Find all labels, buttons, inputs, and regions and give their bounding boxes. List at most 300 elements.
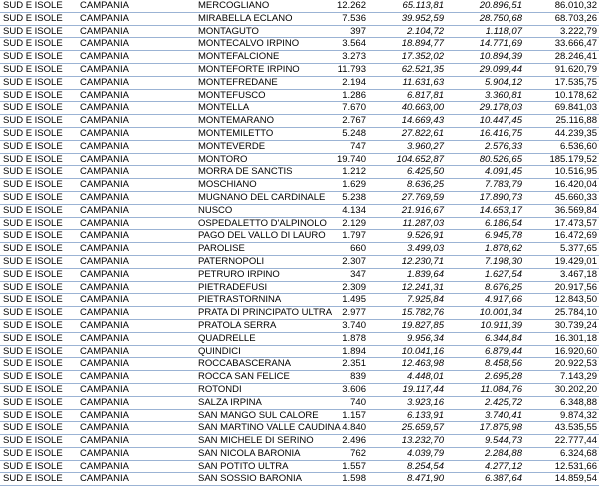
region-cell: CAMPANIA [78, 230, 196, 243]
region-cell: CAMPANIA [78, 332, 196, 345]
table-row [0, 435, 599, 448]
comune-cell: MONTEFREDANE [196, 76, 320, 89]
population-cell: 740 [320, 396, 368, 409]
value-1-cell: 65.113,81 [368, 0, 446, 12]
value-1-cell: 18.894,77 [368, 38, 446, 51]
total-cell: 16.301,18 [524, 332, 599, 345]
comune-cell: OSPEDALETTO D'ALPINOLO [198, 217, 327, 229]
population-cell: 2.767 [320, 115, 368, 128]
comune-cell: MONTEMILETTO [196, 127, 320, 140]
table-row [0, 102, 599, 115]
region-cell: CAMPANIA [78, 281, 196, 294]
value-2-cell: 10.001,34 [446, 307, 524, 320]
area-cell: SUD E ISOLE [0, 191, 78, 204]
total-cell: 7.143,29 [524, 371, 599, 384]
value-1-cell: 14.669,43 [368, 115, 446, 128]
population-cell: 397 [320, 25, 368, 38]
table-row [0, 230, 599, 243]
value-1-cell: 3.923,16 [368, 396, 446, 409]
value-2-cell: 16.416,75 [446, 127, 524, 140]
total-cell: 12.843,50 [524, 294, 599, 307]
total-cell: 91.620,79 [524, 63, 599, 76]
comune-cell: PRATA DI PRINCIPATO ULTRA [198, 307, 333, 319]
value-1-cell: 9.956,34 [368, 332, 446, 345]
region-cell: CAMPANIA [78, 0, 196, 12]
value-2-cell: 2.284,88 [446, 447, 524, 460]
value-2-cell: 14.771,69 [446, 38, 524, 51]
population-cell: 2.496 [320, 435, 368, 448]
population-cell: 5.248 [320, 127, 368, 140]
total-cell: 17.473,57 [524, 217, 599, 230]
region-cell: CAMPANIA [78, 89, 196, 102]
value-1-cell: 8.471,90 [368, 473, 446, 486]
region-cell: CAMPANIA [78, 255, 196, 268]
value-2-cell: 14.653,17 [446, 204, 524, 217]
area-cell: SUD E ISOLE [0, 115, 78, 128]
total-cell: 19.429,01 [524, 255, 599, 268]
value-1-cell: 4.039,79 [368, 447, 446, 460]
comune-cell: MONTEFUSCO [196, 89, 320, 102]
area-cell: SUD E ISOLE [0, 281, 78, 294]
area-cell: SUD E ISOLE [0, 447, 78, 460]
area-cell: SUD E ISOLE [0, 345, 78, 358]
value-1-cell: 13.232,70 [368, 435, 446, 448]
region-cell: CAMPANIA [78, 345, 196, 358]
area-cell: SUD E ISOLE [0, 243, 78, 256]
value-1-cell: 11.287,03 [368, 217, 446, 230]
value-2-cell: 29.178,03 [446, 102, 524, 115]
population-cell: 3.273 [320, 51, 368, 64]
region-cell: CAMPANIA [78, 115, 196, 128]
value-2-cell: 6.344,84 [446, 332, 524, 345]
region-cell: CAMPANIA [78, 294, 196, 307]
table-row [0, 281, 599, 294]
value-2-cell: 6.186,54 [446, 217, 524, 230]
table-row [0, 38, 599, 51]
table-row [0, 396, 599, 409]
area-cell: SUD E ISOLE [0, 396, 78, 409]
table-row [0, 460, 599, 473]
area-cell: SUD E ISOLE [0, 268, 78, 281]
total-cell: 17.535,75 [524, 76, 599, 89]
value-1-cell: 1.839,64 [368, 268, 446, 281]
comune-cell: ROTONDI [196, 383, 320, 396]
total-cell: 16.472,69 [524, 230, 599, 243]
value-2-cell: 80.526,65 [446, 153, 524, 166]
table-row [0, 140, 599, 153]
comune-cell: QUADRELLE [196, 332, 320, 345]
population-cell: 2.309 [320, 281, 368, 294]
total-cell: 68.703,26 [524, 12, 599, 25]
comune-cell: PIETRADEFUSI [196, 281, 320, 294]
value-1-cell: 19.117,44 [368, 383, 446, 396]
total-cell: 44.239,35 [524, 127, 599, 140]
population-cell: 839 [320, 371, 368, 384]
value-1-cell: 25.659,57 [368, 422, 446, 435]
population-cell: 347 [320, 268, 368, 281]
population-cell: 2.977 [320, 307, 368, 320]
value-2-cell: 11.084,76 [446, 383, 524, 396]
total-cell: 5.377,65 [524, 243, 599, 256]
value-2-cell: 7.198,30 [446, 255, 524, 268]
population-cell: 1.557 [320, 460, 368, 473]
area-cell: SUD E ISOLE [0, 102, 78, 115]
table-row [0, 63, 599, 76]
value-2-cell: 29.099,44 [446, 63, 524, 76]
total-cell: 10.516,95 [524, 166, 599, 179]
value-2-cell: 4.277,12 [446, 460, 524, 473]
comune-cell: SAN POTITO ULTRA [196, 460, 320, 473]
table-row [0, 332, 599, 345]
comune-cell: ROCCA SAN FELICE [196, 371, 320, 384]
total-cell: 6.348,88 [524, 396, 599, 409]
population-cell: 1.598 [320, 473, 368, 486]
region-cell: CAMPANIA [78, 51, 196, 64]
total-cell: 9.874,32 [524, 409, 599, 422]
total-cell: 20.922,53 [524, 358, 599, 371]
table-row [0, 89, 599, 102]
comune-cell: SAN MARTINO VALLE CAUDINA [198, 422, 341, 434]
comune-cell: SAN MICHELE DI SERINO [196, 435, 320, 448]
population-cell: 4.840 [320, 422, 368, 435]
region-cell: CAMPANIA [78, 38, 196, 51]
total-cell: 30.739,24 [524, 319, 599, 332]
value-2-cell: 8.676,25 [446, 281, 524, 294]
area-cell: SUD E ISOLE [0, 25, 78, 38]
area-cell: SUD E ISOLE [0, 460, 78, 473]
population-cell: 7.670 [320, 102, 368, 115]
total-cell: 25.116,88 [524, 115, 599, 128]
region-cell: CAMPANIA [78, 217, 196, 230]
area-cell: SUD E ISOLE [0, 319, 78, 332]
population-cell: 19.740 [320, 153, 368, 166]
table-row [0, 294, 599, 307]
total-cell: 6.324,68 [524, 447, 599, 460]
area-cell: SUD E ISOLE [0, 38, 78, 51]
table-row [0, 383, 599, 396]
population-cell: 12.262 [320, 0, 368, 12]
table-row [0, 204, 599, 217]
comune-cell: MONTEFALCIONE [196, 51, 320, 64]
total-cell: 3.467,18 [524, 268, 599, 281]
area-cell: SUD E ISOLE [0, 153, 78, 166]
region-cell: CAMPANIA [78, 447, 196, 460]
region-cell: CAMPANIA [78, 307, 196, 320]
value-1-cell: 8.636,25 [368, 179, 446, 192]
population-cell: 1.495 [320, 294, 368, 307]
region-cell: CAMPANIA [78, 166, 196, 179]
comune-cell: MERCOGLIANO [196, 0, 320, 12]
value-1-cell: 12.230,71 [368, 255, 446, 268]
area-cell: SUD E ISOLE [0, 12, 78, 25]
comune-cell: SALZA IRPINA [196, 396, 320, 409]
value-2-cell: 8.458,56 [446, 358, 524, 371]
population-cell: 2.351 [320, 358, 368, 371]
total-cell: 3.222,79 [524, 25, 599, 38]
region-cell: CAMPANIA [78, 396, 196, 409]
population-cell: 4.134 [320, 204, 368, 217]
value-1-cell: 11.631,63 [368, 76, 446, 89]
total-cell: 10.178,62 [524, 89, 599, 102]
value-2-cell: 2.695,28 [446, 371, 524, 384]
comune-cell: MONTEVERDE [196, 140, 320, 153]
total-cell: 25.784,10 [524, 307, 599, 320]
area-cell: SUD E ISOLE [0, 217, 78, 230]
area-cell: SUD E ISOLE [0, 89, 78, 102]
value-1-cell: 39.952,59 [368, 12, 446, 25]
region-cell: CAMPANIA [78, 191, 196, 204]
value-1-cell: 2.104,72 [368, 25, 446, 38]
value-2-cell: 17.875,98 [446, 422, 524, 435]
value-2-cell: 10.447,45 [446, 115, 524, 128]
value-2-cell: 10.911,39 [446, 319, 524, 332]
value-2-cell: 17.890,73 [446, 191, 524, 204]
table-row [0, 255, 599, 268]
table-row [0, 371, 599, 384]
value-2-cell: 1.878,62 [446, 243, 524, 256]
value-1-cell: 12.463,98 [368, 358, 446, 371]
comune-cell: MONTEMARANO [196, 115, 320, 128]
comune-cell: PATERNOPOLI [196, 255, 320, 268]
population-cell: 5.238 [320, 191, 368, 204]
comune-cell: SAN NICOLA BARONIA [196, 447, 320, 460]
value-2-cell: 28.750,68 [446, 12, 524, 25]
population-cell: 1.629 [320, 179, 368, 192]
comune-cell: PAGO DEL VALLO DI LAURO [198, 230, 326, 242]
value-2-cell: 4.091,45 [446, 166, 524, 179]
table-row [0, 51, 599, 64]
area-cell: SUD E ISOLE [0, 166, 78, 179]
table-row [0, 409, 599, 422]
area-cell: SUD E ISOLE [0, 332, 78, 345]
total-cell: 30.202,20 [524, 383, 599, 396]
total-cell: 69.841,03 [524, 102, 599, 115]
population-cell: 7.536 [320, 12, 368, 25]
table-row [0, 115, 599, 128]
table-row [0, 243, 599, 256]
total-cell: 45.660,33 [524, 191, 599, 204]
table-row [0, 0, 599, 12]
value-2-cell: 1.627,54 [446, 268, 524, 281]
total-cell: 86.010,32 [524, 0, 599, 12]
area-cell: SUD E ISOLE [0, 255, 78, 268]
region-cell: CAMPANIA [78, 63, 196, 76]
total-cell: 6.536,60 [524, 140, 599, 153]
region-cell: CAMPANIA [78, 12, 196, 25]
area-cell: SUD E ISOLE [0, 422, 78, 435]
area-cell: SUD E ISOLE [0, 307, 78, 320]
area-cell: SUD E ISOLE [0, 140, 78, 153]
population-cell: 2.194 [320, 76, 368, 89]
table-row [0, 422, 599, 435]
area-cell: SUD E ISOLE [0, 371, 78, 384]
value-1-cell: 21.916,67 [368, 204, 446, 217]
region-cell: CAMPANIA [78, 319, 196, 332]
comune-cell: MONTAGUTO [196, 25, 320, 38]
table-row [0, 12, 599, 25]
area-cell: SUD E ISOLE [0, 204, 78, 217]
region-cell: CAMPANIA [78, 409, 196, 422]
total-cell: 185.179,52 [524, 153, 599, 166]
comune-cell: MIRABELLA ECLANO [196, 12, 320, 25]
population-cell: 3.606 [320, 383, 368, 396]
region-cell: CAMPANIA [78, 383, 196, 396]
area-cell: SUD E ISOLE [0, 473, 78, 486]
total-cell: 28.246,41 [524, 51, 599, 64]
comune-cell: PAROLISE [196, 243, 320, 256]
population-cell: 2.129 [320, 217, 368, 230]
table-row [0, 345, 599, 358]
region-cell: CAMPANIA [78, 268, 196, 281]
region-cell: CAMPANIA [78, 127, 196, 140]
population-cell: 1.894 [320, 345, 368, 358]
table-row [0, 76, 599, 89]
total-cell: 33.666,47 [524, 38, 599, 51]
population-cell: 11.793 [320, 63, 368, 76]
comune-cell: MONTORO [196, 153, 320, 166]
comune-cell: MONTECALVO IRPINO [196, 38, 320, 51]
area-cell: SUD E ISOLE [0, 435, 78, 448]
value-2-cell: 5.904,12 [446, 76, 524, 89]
region-cell: CAMPANIA [78, 473, 196, 486]
region-cell: CAMPANIA [78, 358, 196, 371]
region-cell: CAMPANIA [78, 76, 196, 89]
area-cell: SUD E ISOLE [0, 358, 78, 371]
value-2-cell: 10.894,39 [446, 51, 524, 64]
value-2-cell: 20.896,51 [446, 0, 524, 12]
value-2-cell: 4.917,66 [446, 294, 524, 307]
comune-cell: PRATOLA SERRA [196, 319, 320, 332]
value-1-cell: 17.352,02 [368, 51, 446, 64]
value-1-cell: 6.817,81 [368, 89, 446, 102]
region-cell: CAMPANIA [78, 140, 196, 153]
value-1-cell: 9.526,91 [368, 230, 446, 243]
value-1-cell: 62.521,35 [368, 63, 446, 76]
area-cell: SUD E ISOLE [0, 0, 78, 12]
value-1-cell: 27.822,61 [368, 127, 446, 140]
value-1-cell: 40.663,00 [368, 102, 446, 115]
value-1-cell: 27.769,59 [368, 191, 446, 204]
table-row [0, 447, 599, 460]
area-cell: SUD E ISOLE [0, 230, 78, 243]
value-2-cell: 2.576,33 [446, 140, 524, 153]
population-cell: 660 [320, 243, 368, 256]
comune-cell: PIETRASTORNINA [196, 294, 320, 307]
comune-cell: NUSCO [196, 204, 320, 217]
value-2-cell: 7.783,79 [446, 179, 524, 192]
value-1-cell: 10.041,16 [368, 345, 446, 358]
total-cell: 43.535,55 [524, 422, 599, 435]
table-row [0, 127, 599, 140]
area-cell: SUD E ISOLE [0, 409, 78, 422]
comune-cell: MUGNANO DEL CARDINALE [198, 191, 326, 203]
area-cell: SUD E ISOLE [0, 63, 78, 76]
region-cell: CAMPANIA [78, 460, 196, 473]
area-cell: SUD E ISOLE [0, 127, 78, 140]
region-cell: CAMPANIA [78, 102, 196, 115]
population-cell: 1.797 [320, 230, 368, 243]
table-row [0, 166, 599, 179]
value-1-cell: 8.254,54 [368, 460, 446, 473]
region-cell: CAMPANIA [78, 435, 196, 448]
value-1-cell: 3.960,27 [368, 140, 446, 153]
region-cell: CAMPANIA [78, 204, 196, 217]
value-1-cell: 104.652,87 [368, 153, 446, 166]
population-cell: 2.307 [320, 255, 368, 268]
comune-cell: MONTEFORTE IRPINO [196, 63, 320, 76]
total-cell: 12.531,66 [524, 460, 599, 473]
value-1-cell: 3.499,03 [368, 243, 446, 256]
table-row [0, 319, 599, 332]
table-row [0, 358, 599, 371]
area-cell: SUD E ISOLE [0, 76, 78, 89]
table-row [0, 217, 599, 230]
table-row [0, 268, 599, 281]
value-2-cell: 3.360,81 [446, 89, 524, 102]
value-2-cell: 1.118,07 [446, 25, 524, 38]
table-row [0, 307, 599, 320]
region-cell: CAMPANIA [78, 422, 196, 435]
total-cell: 14.859,54 [524, 473, 599, 486]
area-cell: SUD E ISOLE [0, 294, 78, 307]
value-1-cell: 12.241,31 [368, 281, 446, 294]
comune-cell: PETRURO IRPINO [196, 268, 320, 281]
total-cell: 20.917,56 [524, 281, 599, 294]
population-cell: 1.878 [320, 332, 368, 345]
population-cell: 3.740 [320, 319, 368, 332]
region-cell: CAMPANIA [78, 243, 196, 256]
value-2-cell: 2.425,72 [446, 396, 524, 409]
area-cell: SUD E ISOLE [0, 383, 78, 396]
region-cell: CAMPANIA [78, 25, 196, 38]
value-2-cell: 9.544,73 [446, 435, 524, 448]
total-cell: 36.569,84 [524, 204, 599, 217]
table-row [0, 473, 599, 486]
table-row [0, 191, 599, 204]
comune-cell: MOSCHIANO [196, 179, 320, 192]
comune-cell: ROCCABASCERANA [196, 358, 320, 371]
value-1-cell: 19.827,85 [368, 319, 446, 332]
area-cell: SUD E ISOLE [0, 51, 78, 64]
total-cell: 16.920,60 [524, 345, 599, 358]
table-row [0, 153, 599, 166]
comune-cell: SAN MANGO SUL CALORE [198, 409, 319, 421]
value-1-cell: 6.133,91 [368, 409, 446, 422]
value-2-cell: 6.945,78 [446, 230, 524, 243]
region-cell: CAMPANIA [78, 179, 196, 192]
table-row [0, 179, 599, 192]
population-cell: 1.286 [320, 89, 368, 102]
region-cell: CAMPANIA [78, 371, 196, 384]
value-2-cell: 6.387,64 [446, 473, 524, 486]
area-cell: SUD E ISOLE [0, 179, 78, 192]
population-cell: 3.564 [320, 38, 368, 51]
comune-cell: SAN SOSSIO BARONIA [196, 473, 320, 486]
total-cell: 22.777,44 [524, 435, 599, 448]
population-cell: 1.157 [320, 409, 368, 422]
value-1-cell: 4.448,01 [368, 371, 446, 384]
region-cell: CAMPANIA [78, 153, 196, 166]
value-1-cell: 15.782,76 [368, 307, 446, 320]
comune-cell: MORRA DE SANCTIS [196, 166, 320, 179]
comune-cell: QUINDICI [196, 345, 320, 358]
value-1-cell: 7.925,84 [368, 294, 446, 307]
comune-cell: MONTELLA [196, 102, 320, 115]
population-cell: 762 [320, 447, 368, 460]
value-2-cell: 6.879,44 [446, 345, 524, 358]
population-cell: 747 [320, 140, 368, 153]
value-1-cell: 6.425,50 [368, 166, 446, 179]
